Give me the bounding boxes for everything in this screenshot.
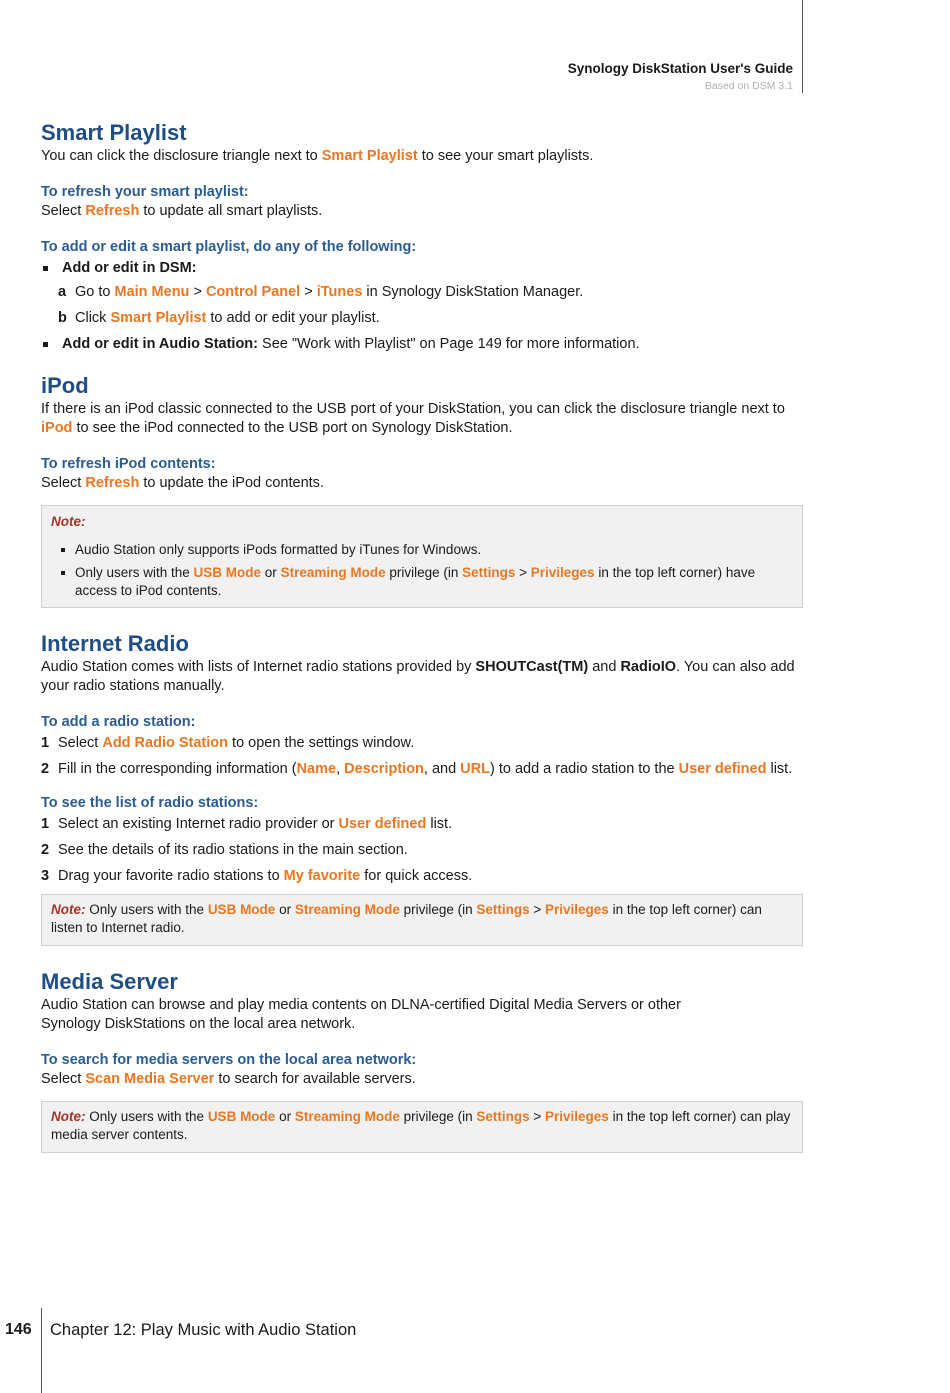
subheading-add-radio-station: To add a radio station: bbox=[41, 714, 196, 730]
subheading-edit-smart-playlist: To add or edit a smart playlist, do any of the following: bbox=[41, 239, 417, 255]
step-a: a Go to Main Menu > Control Panel > iTunes in Synology DiskStation Manager. bbox=[58, 284, 584, 300]
note-box-media-server: Note: Only users with the USB Mode or Streaming Mode privilege (in Settings > Privileges in the top left corner) can play media server contents. bbox=[41, 1101, 803, 1153]
footer-divider bbox=[41, 1308, 42, 1393]
subheading-refresh-ipod: To refresh iPod contents: bbox=[41, 456, 216, 472]
subheading-search-media-servers: To search for media servers on the local area network: bbox=[41, 1052, 417, 1068]
internet-radio-intro: Audio Station comes with lists of Internet radio stations provided by SHOUTCast(TM) and RadioIO. You can also add your radio stations manually. bbox=[41, 659, 795, 694]
numbered-step: 2 Fill in the corresponding information (Name, Description, and URL) to add a radio station to the User defined list. bbox=[41, 761, 793, 777]
note-box-ipod bbox=[41, 505, 803, 608]
bullet-add-in-audio-station: Add or edit in Audio Station: See "Work with Playlist" on Page 149 for more information. bbox=[41, 335, 803, 354]
ipod-intro: If there is an iPod classic connected to the USB port of your DiskStation, you can click the disclosure triangle next to iPod to see the iPod connected to the USB port on Synology DiskStation. bbox=[41, 401, 785, 436]
smart-playlist-intro: You can click the disclosure triangle next to Smart Playlist to see your smart playlists. bbox=[41, 148, 594, 164]
guide-version: Based on DSM 3.1 bbox=[704, 80, 793, 92]
search-media-servers-text: Select Scan Media Server to search for available servers. bbox=[41, 1071, 416, 1087]
note-box-internet-radio: Note: Only users with the USB Mode or Streaming Mode privilege (in Settings > Privileges in the top left corner) can listen to Internet radio. bbox=[41, 894, 803, 946]
media-server-intro: Audio Station can browse and play media contents on DLNA-certified Digital Media Servers or other Synology DiskStations on the local area network. bbox=[41, 997, 681, 1032]
step-b: b Click Smart Playlist to add or edit your playlist. bbox=[58, 310, 380, 326]
note-item: Audio Station only supports iPods formatted by iTunes for Windows. bbox=[51, 541, 793, 559]
section-heading-ipod: iPod bbox=[41, 373, 89, 398]
note-label: Note: bbox=[51, 514, 86, 529]
note-label: Note: bbox=[51, 902, 86, 917]
note-label: Note: bbox=[51, 1109, 86, 1124]
header-divider bbox=[802, 0, 803, 93]
numbered-step: 3 Drag your favorite radio stations to My favorite for quick access. bbox=[41, 868, 473, 884]
refresh-smart-playlist-text: Select Refresh to update all smart playlists. bbox=[41, 203, 323, 219]
page-content bbox=[41, 119, 803, 1153]
page-number: 146 bbox=[5, 1321, 32, 1338]
section-heading-smart-playlist: Smart Playlist bbox=[41, 120, 187, 145]
numbered-step: 1 Select Add Radio Station to open the settings window. bbox=[41, 735, 415, 751]
ui-term: Smart Playlist bbox=[321, 148, 418, 164]
guide-title: Synology DiskStation User's Guide bbox=[567, 61, 793, 76]
subheading-refresh-smart-playlist: To refresh your smart playlist: bbox=[41, 184, 249, 200]
section-heading-internet-radio: Internet Radio bbox=[41, 631, 189, 656]
note-item: Only users with the USB Mode or Streaming Mode privilege (in Settings > Privileges in the top left corner) have access to iPod contents. bbox=[51, 564, 793, 600]
ui-term: Refresh bbox=[85, 203, 140, 219]
refresh-ipod-text: Select Refresh to update the iPod contents. bbox=[41, 475, 324, 491]
chapter-title: Chapter 12: Play Music with Audio Station bbox=[50, 1321, 357, 1339]
numbered-step: 2 See the details of its radio stations in the main section. bbox=[41, 842, 408, 858]
bullet-add-in-dsm: Add or edit in DSM: bbox=[41, 259, 803, 278]
numbered-step: 1 Select an existing Internet radio provider or User defined list. bbox=[41, 816, 453, 832]
section-heading-media-server: Media Server bbox=[41, 969, 178, 994]
subheading-list-radio-stations: To see the list of radio stations: bbox=[41, 795, 259, 811]
